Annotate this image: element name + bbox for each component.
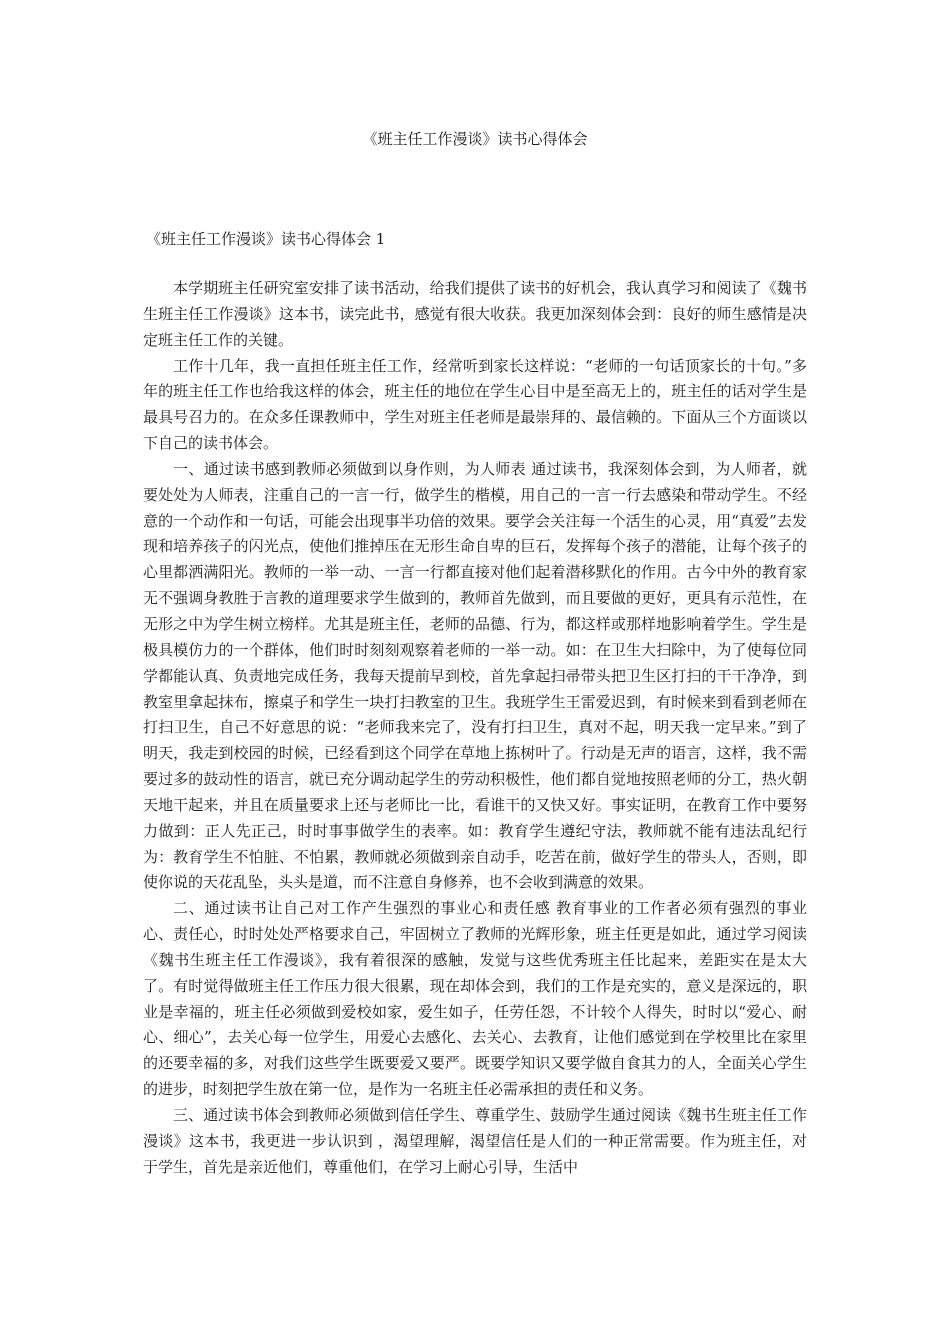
paragraph-intro: 本学期班主任研究室安排了读书活动，给我们提供了读书的好机会，我认真学习和阅读了《魏书生班主任工作漫谈》这本书，读完此书，感觉有很大收获。我更加深刻体会到：良好的师生感情是决定班主任工作的关键。: [143, 279, 807, 349]
paragraph-experience: 工作十几年，我一直担任班主任工作，经常听到家长这样说：“老师的一句话顶家长的十句。”多年的班主任工作也给我这样的体会，班主任的地位在学生心目中是至高无上的，班主任的话对学生是最具号召力的。在众多任课教师中，学生对班主任老师是最崇拜的、最信赖的。下面从三个方面谈以下自己的读书体会。: [143, 356, 807, 453]
section-heading: 《班主任工作漫谈》读书心得体会 1: [146, 230, 386, 248]
document-body: [143, 276, 807, 1181]
paragraph-point-three: 三、通过读书体会到教师必须做到信任学生、尊重学生、鼓励学生通过阅读《魏书生班主任工作漫谈》这本书，我更进一步认识到 ，渴望理解，渴望信任是人们的一种正常需要。作为班主任，对于学生，首先是亲近他们，尊重他们，在学习上耐心引导，生活中: [143, 1106, 807, 1176]
paragraph-point-two: 二、通过读书让自己对工作产生强烈的事业心和责任感 教育事业的工作者必须有强烈的事业心、责任心，时时处处严格要求自己，牢固树立了教师的光辉形象，班主任更是如此，通过学习阅读《魏书生班主任工作漫谈》，我有着很深的感触，发觉与这些优秀班主任比起来，差距实在是太大了。有时觉得做班主任工作压力很大很累，现在却体会到，我们的工作是充实的，意义是深远的，职业是幸福的，班主任必须做到爱校如家，爱生如子，任劳任怨，不计较个人得失，时时以“爱心、耐心、细心”，去关心每一位学生，用爱心去感化、去关心、去教育，让他们感觉到在学校里比在家里的还要幸福的多，对我们这些学生既要爱又要严。既要学知识又要学做自食其力的人，全面关心学生的进步，时刻把学生放在第一位，是作为一名班主任必需承担的责任和义务。: [143, 899, 807, 1099]
paragraph-point-one: 一、通过读书感到教师必须做到以身作则，为人师表 通过读书，我深刻体会到，为人师者，就要处处为人师表，注重自己的一言一行，做学生的楷模，用自己的一言一行去感染和带动学生。不经意的一个动作和一句话，可能会出现事半功倍的效果。要学会关注每一个活生的心灵，用“真爱”去发现和培养孩子的闪光点，使他们推掉压在无形生命自卑的巨石，发挥每个孩子的潜能，让每个孩子的心里都洒满阳光。教师的一举一动、一言一行都直接对他们起着潜移默化的作用。古今中外的教育家无不强调身教胜于言教的道理要求学生做到的，教师首先做到，而且要做的更好，更具有示范性，在无形之中为学生树立榜样。尤其是班主任，老师的品德、行为，都这样或那样地影响着学生。学生是极具模仿力的一个群体，他们时时刻刻观察着老师的一举一动。如：在卫生大扫除中，为了使每位同学都能认真、负责地完成任务，我每天提前早到校，首先拿起扫帚带头把卫生区打扫的干干净净，到教室里拿起抹布，擦桌子和学生一块打扫教室的卫生。我班学生王雷爱迟到，有时候来到看到老师在打扫卫生，自己不好意思的说：“老师我来完了，没有打扫卫生，真对不起，明天我一定早来。”到了明天，我走到校园的时候，已经看到这个同学在草地上拣树叶了。行动是无声的语言，这样，我不需要过多的鼓动性的语言，就已充分调动起学生的劳动积极性，他们都自觉地按照老师的分工，热火朝天地干起来，并且在质量要求上还与老师比一比，看谁干的又快又好。事实证明，在教育工作中要努力做到：正人先正己，时时事事做学生的表率。如：教育学生遵纪守法，教师就不能有违法乱纪行为：教育学生不怕脏、不怕累，教师就必须做到亲自动手，吃苦在前，做好学生的带头人，否则，即使你说的天花乱坠，头头是道，而不注意自身修养，也不会收到满意的效果。: [143, 459, 807, 892]
document-title: 《班主任工作漫谈》读书心得体会: [362, 130, 588, 148]
